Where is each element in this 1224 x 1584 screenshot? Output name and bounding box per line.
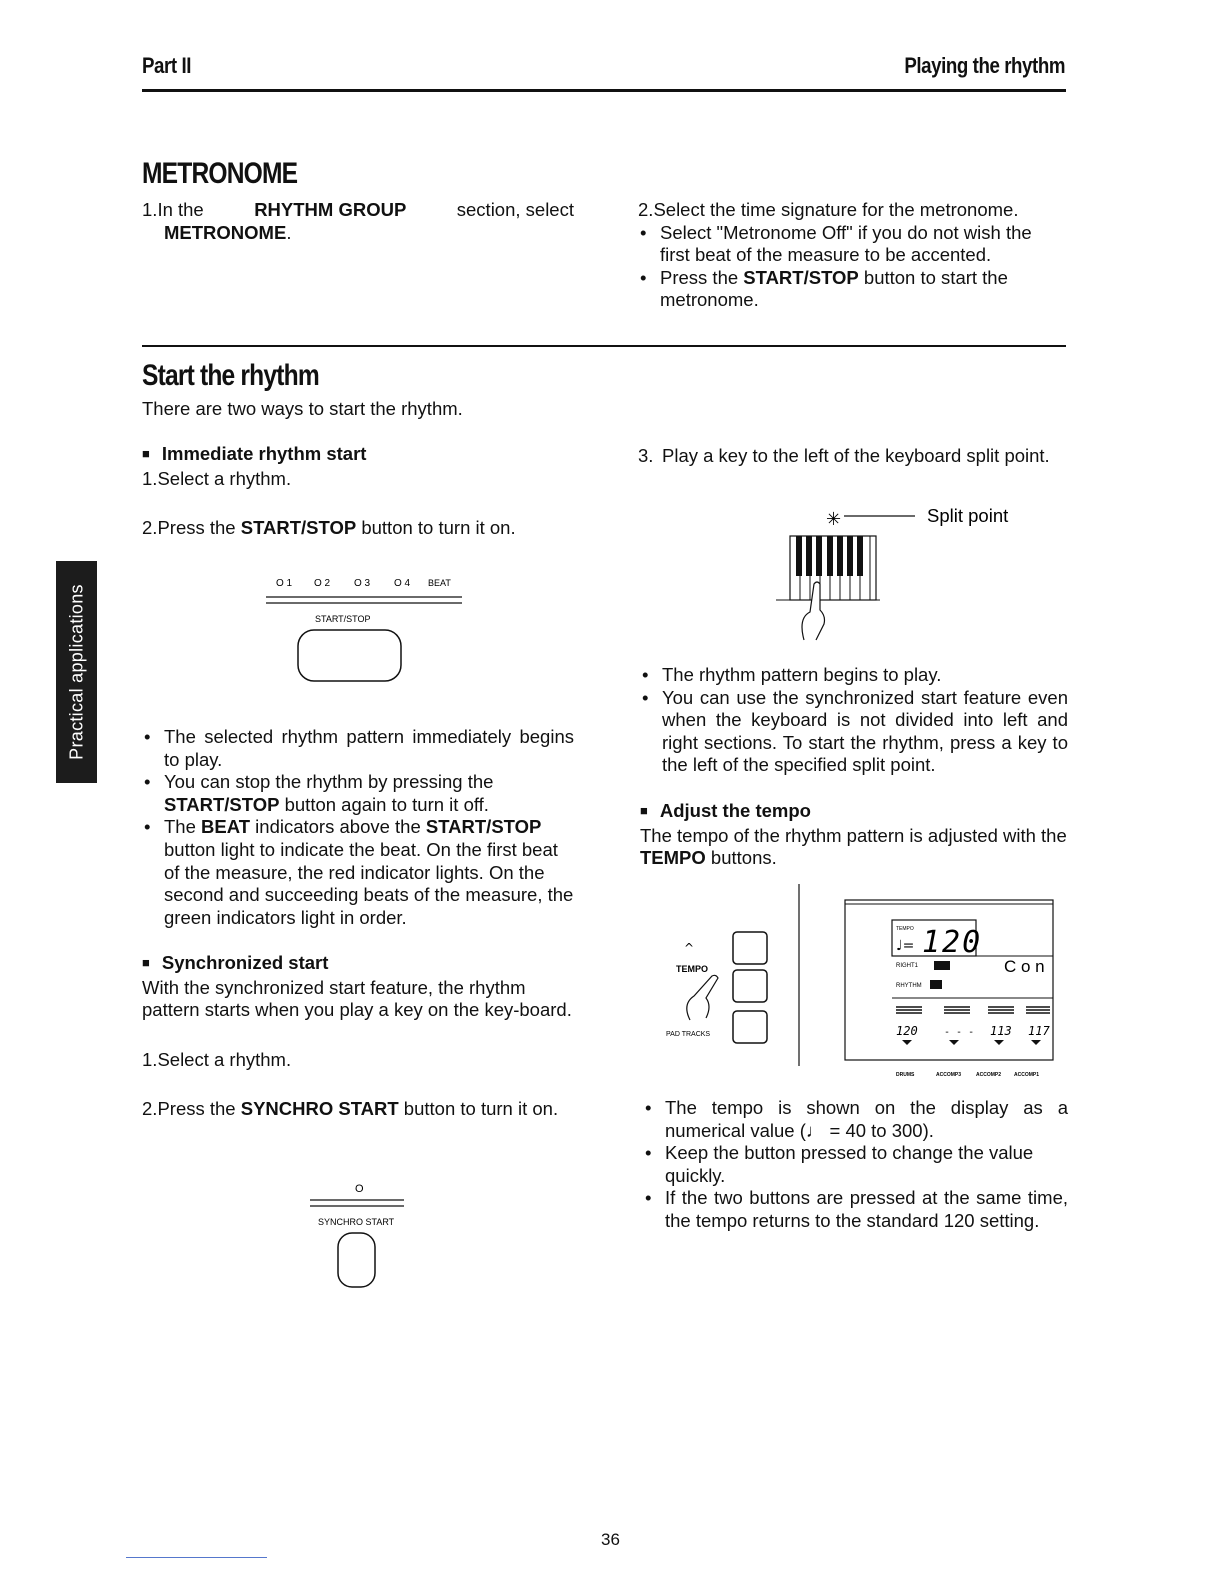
footer-line (126, 1557, 267, 1558)
text: The tempo of the rhythm pattern is adjusted with the (640, 824, 1067, 846)
lcd-val-accomp1: 117 (1028, 1024, 1050, 1038)
lcd-drummer-icon (930, 980, 942, 989)
keyboard-split-figure (770, 500, 1040, 650)
synchro-heading: ■ Synchronized start (142, 952, 574, 977)
text: In the (157, 199, 204, 220)
start-stop-label: START/STOP (315, 614, 371, 624)
split-star-icon: ✳ (826, 509, 842, 530)
text: Press the (157, 517, 241, 539)
metronome-title: METRONOME (142, 157, 298, 190)
lcd-arrows (902, 1040, 1041, 1045)
lcd-tempo-label: TEMPO (896, 926, 914, 932)
step-number: 1. (142, 199, 158, 220)
lcd-part-accomp1: ACCOMP1 (1014, 1072, 1040, 1078)
start-stop-figure (260, 570, 470, 690)
bold-text: RHYTHM GROUP (254, 199, 407, 220)
part-label: Part II (142, 53, 191, 78)
level-bars (896, 1007, 1050, 1013)
side-tab-label: Practical applications (66, 584, 86, 760)
text: Select "Metronome Off" if you do not wish the first beat of the measure to be accented. (660, 221, 1032, 266)
immediate-block (142, 443, 574, 540)
synchro-start-label: SYNCHRO START (318, 1217, 395, 1227)
tempo-label: TEMPO (676, 964, 709, 974)
tempo-down-button (733, 970, 767, 1002)
synchro-start-figure (300, 1178, 420, 1298)
lcd-part-accomp3: ACCOMP3 (936, 1072, 962, 1078)
hand-icon (802, 582, 825, 640)
tempo-block (640, 800, 1068, 870)
synchro-block (142, 952, 574, 1121)
text: The selected rhythm pattern immediately begins to play. (164, 726, 574, 770)
bullet (640, 664, 1068, 687)
text: Play a key to the left of the keyboard split point. (662, 445, 1050, 466)
text: Select a rhythm. (157, 1048, 292, 1070)
text: button again to turn it off. (279, 793, 489, 815)
step-number: 1. (142, 1048, 158, 1070)
step-number: 2. (142, 517, 158, 539)
beat-3: O 3 (354, 578, 371, 589)
lcd-con: C o n (1004, 957, 1045, 976)
split-point-label: Split point (927, 505, 1009, 526)
immediate-bullets (142, 726, 574, 929)
text: You can use the synchronized start feature even when the keyboard is not divided into left and right sections. To start the rhythm, press a key to the left of the specified split point. (662, 686, 1068, 776)
page-number: 36 (601, 1530, 620, 1549)
synchro-intro: With the synchronized start feature, the rhythm pattern starts when you play a key on the key-board. (142, 976, 572, 1021)
tempo-up-button (733, 932, 767, 964)
lcd-val-accomp3: - - - (944, 1027, 975, 1038)
bullet (638, 267, 1066, 312)
start-stop-button (298, 630, 401, 681)
bullet (643, 1187, 1068, 1232)
synchro-start-button (338, 1233, 375, 1287)
bullet (640, 687, 1068, 777)
section-rule (142, 345, 1066, 347)
text: indicators above the (250, 816, 426, 838)
text: button to turn it on. (356, 517, 516, 539)
text: Keep the button pressed to change the value quickly. (665, 1142, 1034, 1186)
beat-label: BEAT (428, 578, 451, 588)
beat-1: O 1 (276, 578, 293, 589)
lcd-val-drums: 120 (896, 1024, 918, 1038)
lcd-part-drums: DRUMS (896, 1072, 915, 1078)
bullet (142, 771, 574, 816)
bullet (142, 816, 574, 929)
lcd-keyboard-icon (934, 961, 950, 970)
text: button light to indicate the beat. On the first beat of the measure, the red indicator lights. On the second and succeeding beats of the measure, the green indicators light in order. (164, 838, 574, 928)
header-rule (142, 89, 1066, 92)
black-keys (796, 536, 863, 576)
text: buttons. (705, 847, 777, 869)
bold-text: BEAT (201, 816, 251, 838)
lcd-right-label: RIGHT1 (896, 963, 919, 969)
immediate-heading: ■ Immediate rhythm start (142, 443, 574, 468)
right-step3 (638, 445, 1066, 468)
lcd-rhythm-label: RHYTHM (896, 983, 922, 989)
text: Select a rhythm. (157, 467, 292, 489)
text: The rhythm pattern begins to play. (662, 664, 942, 685)
side-tab (56, 561, 97, 783)
text: Press the (660, 266, 744, 288)
synchro-indicator: O (355, 1183, 364, 1195)
text: Select the time signature for the metronome. (653, 199, 1019, 220)
bold-text: START/STOP (425, 816, 542, 838)
text: The (164, 816, 202, 838)
metronome-step1 (142, 199, 574, 244)
text: section, select (456, 199, 574, 220)
beat-2: O 2 (314, 578, 331, 589)
tempo-bullets (643, 1097, 1068, 1233)
bold-text: START/STOP (164, 793, 280, 815)
text: You can stop the rhythm by pressing the (164, 771, 494, 793)
text: If the two buttons are pressed at the same time, the tempo returns to the standard 120 setting. (665, 1187, 1068, 1231)
step-number: 1. (142, 467, 158, 489)
tempo-heading: ■ Adjust the tempo (640, 800, 1068, 825)
text: . (286, 221, 292, 243)
bullet (142, 726, 574, 771)
beat-4: O 4 (394, 578, 411, 589)
step-number: 3. (638, 445, 654, 466)
finger-icon (687, 975, 718, 1020)
text: Press the (157, 1098, 241, 1120)
bold-text: START/STOP (743, 266, 859, 288)
bold-text: TEMPO (640, 847, 706, 869)
lcd-note: ♩= (896, 938, 915, 954)
pad-tracks-button (733, 1011, 767, 1043)
text: button to turn it on. (398, 1098, 559, 1120)
bold-text: SYNCHRO START (240, 1098, 399, 1120)
text: The tempo is shown on the display as a numerical value (♩ = 40 to 300). (665, 1097, 1068, 1141)
bullet (643, 1142, 1068, 1187)
text: button to start the metronome. (660, 266, 1008, 311)
bullet (643, 1097, 1068, 1142)
up-arrow-icon: ^ (684, 941, 695, 955)
tempo-figure (660, 880, 1060, 1085)
lcd-tempo-value: 120 (922, 925, 983, 960)
start-intro: There are two ways to start the rhythm. (142, 398, 463, 419)
step-number: 2. (638, 199, 654, 220)
right-bullets (640, 664, 1068, 777)
step-number: 2. (142, 1098, 158, 1120)
bold-text: START/STOP (240, 517, 357, 539)
lcd-part-accomp2: ACCOMP2 (976, 1072, 1002, 1078)
start-title: Start the rhythm (142, 359, 319, 392)
metronome-step2 (638, 199, 1066, 312)
bullet (638, 222, 1066, 267)
bold-text: METRONOME (164, 221, 287, 243)
lcd-val-accomp2: 113 (990, 1024, 1012, 1038)
pad-tracks-label: PAD TRACKS (666, 1031, 711, 1038)
section-title: Playing the rhythm (904, 53, 1065, 78)
